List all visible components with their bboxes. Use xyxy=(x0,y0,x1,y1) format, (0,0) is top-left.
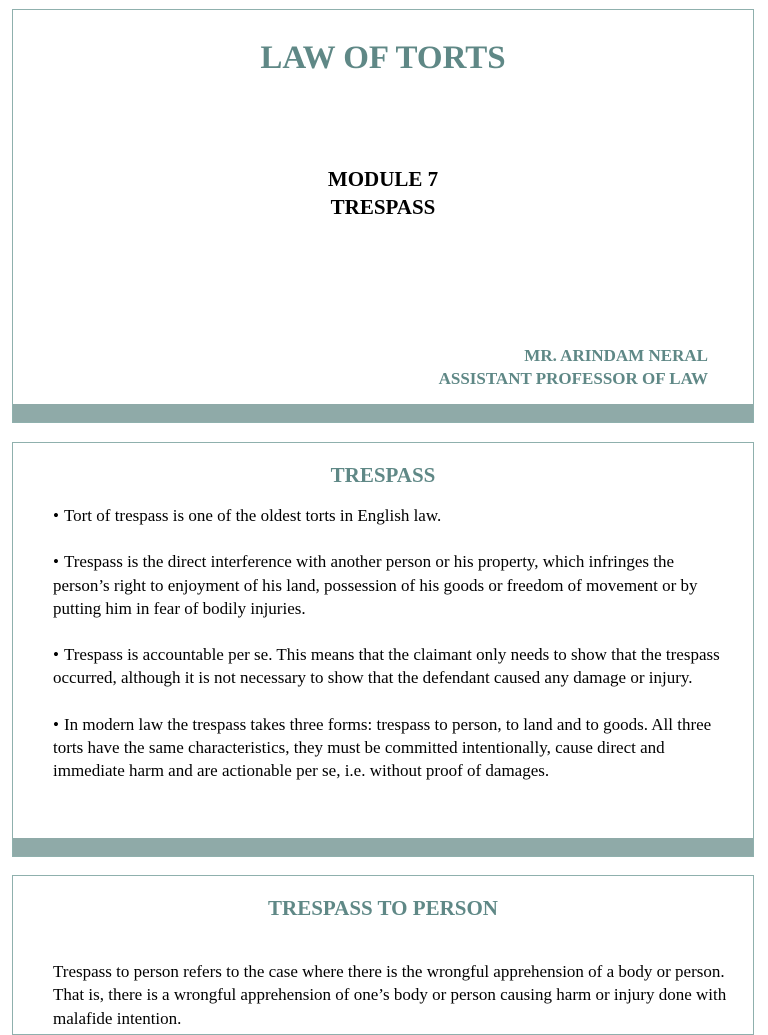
module-label: MODULE 7 xyxy=(327,167,439,191)
bullet-item xyxy=(53,550,729,620)
slide-footer-band xyxy=(13,404,753,422)
author-name: MR. ARINDAM NERAL xyxy=(524,346,708,365)
bullet-text: Trespass is accountable per se. This means that the claimant only needs to show that the trespass occurred, although it is not necessary to show that the defendant caused any damage or injury. xyxy=(53,645,720,688)
slide-heading: TRESPASS xyxy=(330,463,436,487)
bullet-text: Tort of trespass is one of the oldest torts in English law. xyxy=(63,506,442,525)
author-role: ASSISTANT PROFESSOR OF LAW xyxy=(438,369,708,388)
bullet-item xyxy=(53,504,729,527)
bullet-text: In modern law the trespass takes three forms: trespass to person, to land and to goods. All three torts have the same characteristics, they must be committed intentionally, cause direct and immediate harm and are actionable per se, i.e. without proof of damages. xyxy=(53,714,712,781)
slide-heading: TRESPASS TO PERSON xyxy=(268,896,498,920)
slide-footer-band xyxy=(13,838,753,856)
title-slide xyxy=(12,9,754,423)
bullet-icon: • xyxy=(53,645,59,665)
course-title: LAW OF TORTS xyxy=(260,40,506,76)
body-paragraph: Trespass to person refers to the case where there is the wrongful apprehension of a body or person. That is, there is a wrongful apprehension of one’s body or person causing harm or injury done with malafide intention. xyxy=(53,962,727,1028)
bullet-item xyxy=(53,713,729,783)
bullet-icon: • xyxy=(53,506,59,525)
bullet-icon: • xyxy=(53,552,59,572)
bullet-item xyxy=(53,643,729,690)
bullet-text: Trespass is the direct interference with another person or his property, which infringes the person’s right to enjoyment of his land, possession of his goods or freedom of movement or by putting him in fear of bodily injuries. xyxy=(53,552,698,618)
bullet-list xyxy=(53,504,729,806)
trespass-slide xyxy=(12,442,754,857)
bullet-icon: • xyxy=(53,714,59,734)
topic-label: TRESPASS xyxy=(330,195,436,219)
trespass-to-person-slide xyxy=(12,875,754,1035)
